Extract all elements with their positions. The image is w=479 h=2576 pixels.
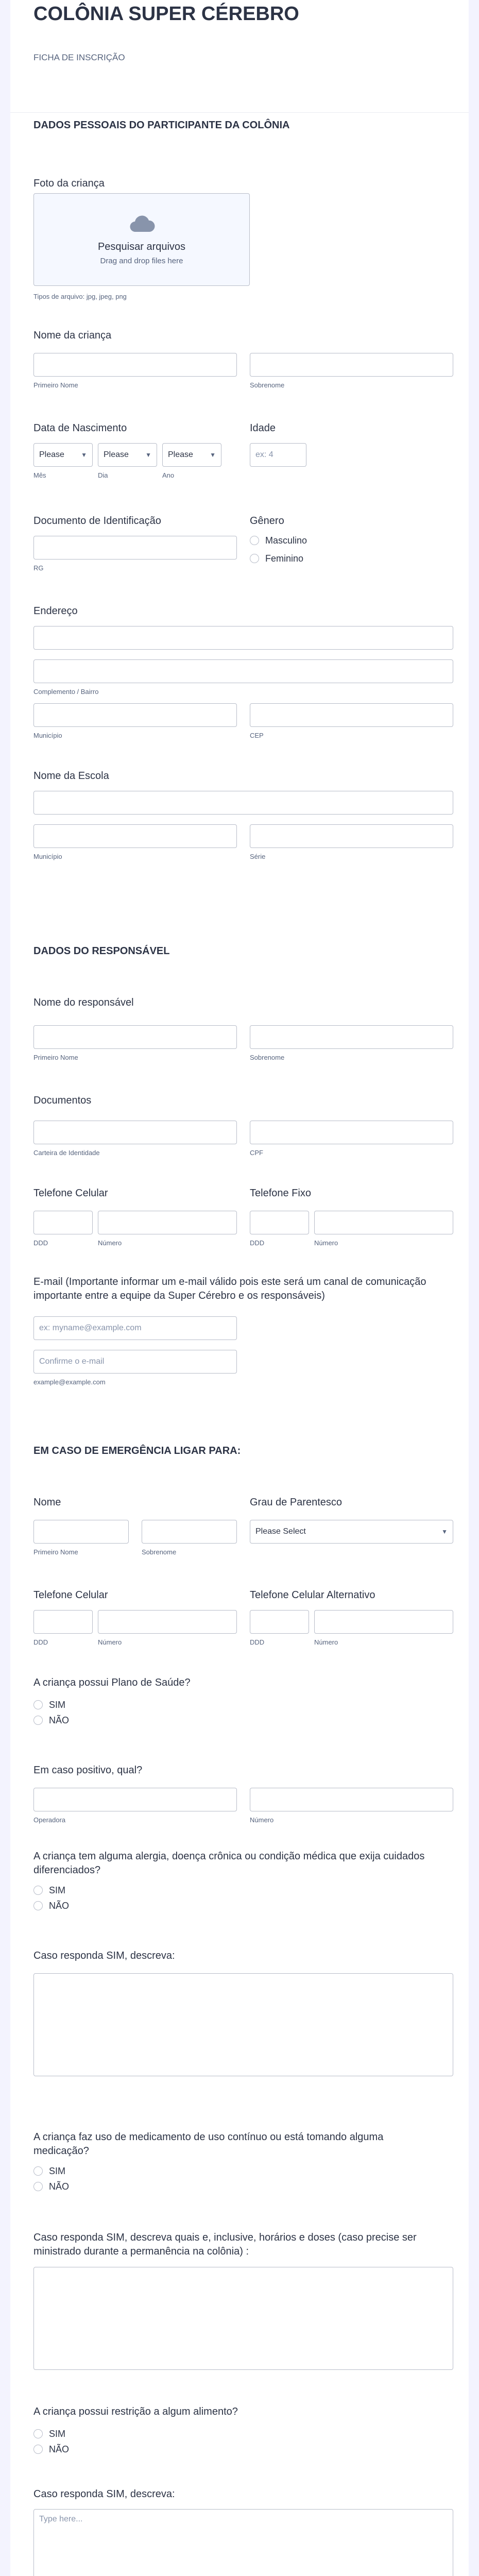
chevron-down-icon: ▼ <box>210 451 216 459</box>
allergy-yes-label: SIM <box>49 1885 66 1895</box>
address-city-input[interactable] <box>33 703 237 727</box>
guardian-name-label: Nome do responsável <box>33 997 134 1008</box>
medication-describe-textarea[interactable] <box>33 2267 453 2370</box>
guardian-fixed-number-input[interactable] <box>314 1211 453 1234</box>
section-title-guardian: DADOS DO RESPONSÁVEL <box>33 945 170 957</box>
guardian-id-input[interactable] <box>33 1121 237 1144</box>
address-line2-input[interactable] <box>33 659 453 683</box>
health-plan-number-sub: Número <box>250 1816 274 1824</box>
emergency-cell-label: Telefone Celular <box>33 1589 108 1601</box>
food-restriction-no-label: NÃO <box>49 2444 70 2454</box>
emergency-cell-ddd-input[interactable] <box>33 1610 93 1634</box>
child-last-name-sub: Sobrenome <box>250 381 285 389</box>
health-plan-operator-input[interactable] <box>33 1788 237 1811</box>
cloud-upload-icon <box>129 214 155 233</box>
food-restriction-no-radio[interactable] <box>33 2445 43 2454</box>
birth-day-select[interactable] <box>98 443 157 467</box>
email-input[interactable]: ex: myname@example.com <box>33 1316 237 1340</box>
chevron-down-icon: ▼ <box>441 1528 448 1535</box>
guardian-cpf-input[interactable] <box>250 1121 453 1144</box>
birth-year-sub: Ano <box>162 471 175 479</box>
age-input[interactable]: ex: 4 <box>250 443 306 467</box>
health-plan-no-radio[interactable] <box>33 1716 43 1725</box>
medication-describe-label: Caso responda SIM, descreva quais e, inclusive, horários e doses (caso precise ser ministrado durante a permanência na colônia) : <box>33 2232 417 2257</box>
birth-year-select[interactable] <box>162 443 221 467</box>
chevron-down-icon: ▼ <box>81 451 87 459</box>
birth-month-value: Please <box>39 450 64 459</box>
address-city-sub: Município <box>33 732 62 739</box>
guardian-fixed-ddd-input[interactable] <box>250 1211 309 1234</box>
child-name-label: Nome da criança <box>33 330 112 341</box>
school-name-input[interactable] <box>33 791 453 815</box>
health-plan-yes-radio[interactable] <box>33 1700 43 1709</box>
emergency-cell-ddd-sub: DDD <box>33 1638 48 1646</box>
medication-no-radio[interactable] <box>33 2182 43 2191</box>
birth-year-value: Please <box>168 450 193 459</box>
food-restriction-label: A criança possui restrição a algum alimento? <box>33 2406 238 2417</box>
medication-yes-radio[interactable] <box>33 2166 43 2176</box>
emergency-alt-ddd-sub: DDD <box>250 1638 265 1646</box>
email-label: E-mail (Importante informar um e-mail válido pois este será um canal de comunicação importante entre a equipe da Super Cérebro e os responsáveis) <box>33 1276 426 1301</box>
allergy-yes-radio[interactable] <box>33 1886 43 1895</box>
birth-month-sub: Mês <box>33 471 46 479</box>
emergency-alt-number-sub: Número <box>314 1638 338 1646</box>
doc-id-label: Documento de Identificação <box>33 515 161 527</box>
age-label: Idade <box>250 422 276 434</box>
emergency-first-name-sub: Primeiro Nome <box>33 1548 78 1556</box>
health-plan-no-label: NÃO <box>49 1715 70 1725</box>
child-first-name-sub: Primeiro Nome <box>33 381 78 389</box>
emergency-kin-select[interactable] <box>250 1520 453 1544</box>
health-plan-label: A criança possui Plano de Saúde? <box>33 1677 191 1688</box>
emergency-kin-value: Please Select <box>255 1527 306 1536</box>
gender-female-radio[interactable] <box>250 554 259 563</box>
medication-label: A criança faz uso de medicamento de uso contínuo ou está tomando alguma medicação? <box>33 2131 384 2157</box>
chevron-down-icon: ▼ <box>145 451 151 459</box>
guardian-cell-number-input[interactable] <box>98 1211 237 1234</box>
file-upload-area[interactable] <box>33 193 250 286</box>
food-restriction-yes-radio[interactable] <box>33 2429 43 2438</box>
emergency-alt-number-input[interactable] <box>314 1610 453 1634</box>
form-card <box>10 0 469 2576</box>
emergency-alt-ddd-input[interactable] <box>250 1610 309 1634</box>
email-confirm-input[interactable]: Confirme o e-mail <box>33 1350 237 1374</box>
address-complement-sub: Complemento / Bairro <box>33 688 99 696</box>
gender-label: Gênero <box>250 515 284 527</box>
guardian-docs-label: Documentos <box>33 1095 92 1106</box>
allergy-describe-textarea[interactable] <box>33 1973 453 2076</box>
gender-male-label: Masculino <box>265 535 307 546</box>
section-title-personal: DADOS PESSOAIS DO PARTICIPANTE DA COLÔNIA <box>33 120 290 131</box>
school-label: Nome da Escola <box>33 770 109 782</box>
guardian-fixed-label: Telefone Fixo <box>250 1188 311 1199</box>
guardian-last-name-sub: Sobrenome <box>250 1054 285 1061</box>
form-title: COLÔNIA SUPER CÉREBRO <box>33 3 299 25</box>
school-city-input[interactable] <box>33 824 237 848</box>
address-line1-input[interactable] <box>33 626 453 650</box>
health-plan-operator-sub: Operadora <box>33 1816 66 1824</box>
guardian-id-sub: Carteira de Identidade <box>33 1149 100 1157</box>
guardian-cell-ddd-sub: DDD <box>33 1239 48 1247</box>
school-grade-input[interactable] <box>250 824 453 848</box>
guardian-last-name-input[interactable] <box>250 1025 453 1049</box>
emergency-name-label: Nome <box>33 1497 61 1508</box>
emergency-first-name-input[interactable] <box>33 1520 129 1544</box>
emergency-cell-number-input[interactable] <box>98 1610 237 1634</box>
health-plan-which-label: Em caso positivo, qual? <box>33 1765 143 1776</box>
food-describe-textarea[interactable]: Type here... <box>33 2509 453 2576</box>
medication-yes-label: SIM <box>49 2166 66 2176</box>
file-types-note: Tipos de arquivo: jpg, jpeg, png <box>33 293 127 300</box>
child-first-name-input[interactable] <box>33 353 237 377</box>
form-header <box>10 0 469 113</box>
emergency-alt-label: Telefone Celular Alternativo <box>250 1589 375 1601</box>
food-restriction-yes-label: SIM <box>49 2429 66 2439</box>
birth-month-select[interactable] <box>33 443 93 467</box>
emergency-cell-number-sub: Número <box>98 1638 122 1646</box>
guardian-cell-label: Telefone Celular <box>33 1188 108 1199</box>
emergency-last-name-sub: Sobrenome <box>142 1548 177 1556</box>
guardian-fixed-ddd-sub: DDD <box>250 1239 265 1247</box>
school-city-sub: Município <box>33 853 62 860</box>
address-cep-input[interactable] <box>250 703 453 727</box>
section-title-emergency: EM CASO DE EMERGÊNCIA LIGAR PARA: <box>33 1445 241 1456</box>
allergy-no-label: NÃO <box>49 1901 70 1911</box>
guardian-cell-number-sub: Número <box>98 1239 122 1247</box>
health-plan-yes-label: SIM <box>49 1700 66 1710</box>
school-grade-sub: Série <box>250 853 266 860</box>
gender-female-label: Feminino <box>265 553 304 564</box>
address-cep-sub: CEP <box>250 732 264 739</box>
browse-files-label[interactable]: Pesquisar arquivos <box>97 241 186 252</box>
emergency-last-name-input[interactable] <box>142 1520 237 1544</box>
guardian-cell-ddd-input[interactable] <box>33 1211 93 1234</box>
gender-male-radio[interactable] <box>250 536 259 545</box>
health-plan-number-input[interactable] <box>250 1788 453 1811</box>
email-example-sub: example@example.com <box>33 1378 106 1386</box>
form-subtitle: FICHA DE INSCRIÇÃO <box>33 53 125 62</box>
allergy-describe-label: Caso responda SIM, descreva: <box>33 1950 175 1961</box>
birth-day-value: Please <box>104 450 129 459</box>
medication-no-label: NÃO <box>49 2181 70 2192</box>
address-label: Endereço <box>33 605 78 617</box>
doc-id-sub: RG <box>33 564 44 572</box>
guardian-first-name-sub: Primeiro Nome <box>33 1054 78 1061</box>
guardian-fixed-number-sub: Número <box>314 1239 338 1247</box>
doc-id-input[interactable] <box>33 536 237 560</box>
child-last-name-input[interactable] <box>250 353 453 377</box>
food-describe-label: Caso responda SIM, descreva: <box>33 2488 175 2500</box>
guardian-cpf-sub: CPF <box>250 1149 263 1157</box>
allergy-no-radio[interactable] <box>33 1901 43 1910</box>
birth-date-label: Data de Nascimento <box>33 422 127 434</box>
guardian-first-name-input[interactable] <box>33 1025 237 1049</box>
drag-drop-hint: Drag and drop files here <box>100 257 183 265</box>
birth-day-sub: Dia <box>98 471 108 479</box>
photo-label: Foto da criança <box>33 178 105 189</box>
allergy-label: A criança tem alguma alergia, doença crônica ou condição médica que exija cuidados diferenciados? <box>33 1851 425 1876</box>
emergency-kin-label: Grau de Parentesco <box>250 1497 342 1508</box>
